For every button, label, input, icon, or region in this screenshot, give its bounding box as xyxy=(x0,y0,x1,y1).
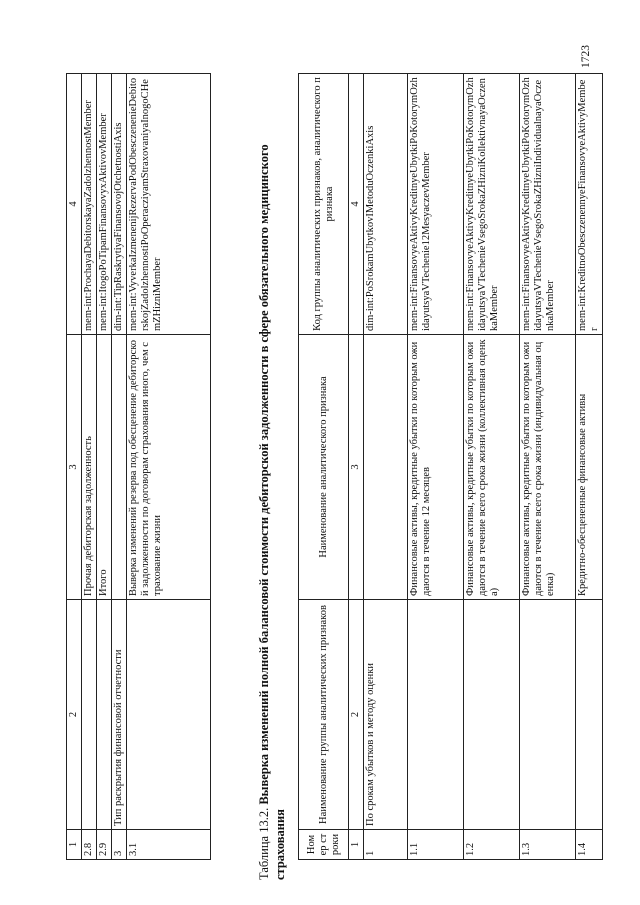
feature-name: Финансовые активы, кредитные убытки по которым ожидаются в течение 12 месяцев xyxy=(408,335,464,600)
header-feature-code: Код группы аналитических признаков, аналитического признака xyxy=(299,74,349,335)
col-number-header: 2 xyxy=(67,600,82,830)
feature-name: Финансовые активы, кредитные убытки по которым ожидаются в течение всего срока жизни (коллективная оценка) xyxy=(464,335,520,600)
feature-name: Финансовые активы, кредитные убытки по которым ожидаются в течение всего срока жизни (индивидуальная оценка) xyxy=(520,335,576,600)
feature-name: Итого xyxy=(97,335,112,600)
group-name xyxy=(464,600,520,830)
table-row xyxy=(82,74,97,860)
feature-code: mem-int:FinansovyeAktivyKreditnyeUbytkiPoKotorymOzhidayutsyaVTechenieVsegoSrokaZHizniIndividualnayaOczenkaMember xyxy=(520,74,576,335)
col-number-header: 4 xyxy=(349,74,364,335)
feature-name: Прочая дебиторская задолженность xyxy=(82,335,97,600)
row-number: 1.2 xyxy=(464,830,520,860)
table-row xyxy=(97,74,112,860)
feature-name xyxy=(364,335,408,600)
column-number-row xyxy=(349,74,364,860)
feature-name: Выверка изменений резерва под обесценение дебиторской задолженности по договорам страхования иного, чем страхование жизни xyxy=(127,335,211,600)
header-row-number: Номер строки xyxy=(299,830,349,860)
row-number: 2.8 xyxy=(82,830,97,860)
table-header-row xyxy=(299,74,349,860)
feature-code: dim-int:PoSrokamUbytkovIMetoduOczenkiAxis xyxy=(364,74,408,335)
col-number-header: 1 xyxy=(67,830,82,860)
table-row xyxy=(112,74,127,860)
group-name xyxy=(127,600,211,830)
table-13-2 xyxy=(298,73,603,860)
feature-code: mem-int:FinansovyeAktivyKreditnyeUbytkiPoKotorymOzhidayutsyaVTechenieVsegoSrokaZHizniKollektivnayaOczenkaMember xyxy=(464,74,520,335)
row-number: 1.1 xyxy=(408,830,464,860)
table-header-row xyxy=(67,74,82,860)
table-row xyxy=(408,74,464,860)
group-name xyxy=(97,600,112,830)
row-number: 1.3 xyxy=(520,830,576,860)
header-group-name: Наименование группы аналитических признаков xyxy=(299,600,349,830)
col-number-header: 2 xyxy=(349,600,364,830)
feature-code: mem-int:ItogoPoTipamFinansovyxAktivovMember xyxy=(97,74,112,335)
table-row xyxy=(576,74,603,860)
table-row xyxy=(520,74,576,860)
table-row xyxy=(127,74,211,860)
group-name: Тип раскрытия финансовой отчетности xyxy=(112,600,127,830)
feature-name xyxy=(112,335,127,600)
feature-code: mem-int:VyverkaIzmenenijRezervaPodObesczenenieDebitorskojZadolzhennostiPoOperacziyamStraxovaniyaInogoCHemZHizniMember xyxy=(127,74,211,335)
caption-label: Таблица 13.2. xyxy=(257,807,271,880)
group-name xyxy=(408,600,464,830)
group-name xyxy=(82,600,97,830)
row-number: 1 xyxy=(364,830,408,860)
rotated-content xyxy=(60,40,620,880)
feature-code: dim-int:TipRaskrytiyaFinansovojOtchetnostiAxis xyxy=(112,74,127,335)
table-caption xyxy=(256,80,288,880)
feature-name: Кредитно-обесцененные финансовые активы xyxy=(576,335,603,600)
row-number: 3.1 xyxy=(127,830,211,860)
col-number-header: 3 xyxy=(67,335,82,600)
col-number-header: 1 xyxy=(349,830,364,860)
group-name: По срокам убытков и методу оценки xyxy=(364,600,408,830)
row-number: 3 xyxy=(112,830,127,860)
feature-code: mem-int:FinansovyeAktivyKreditnyeUbytkiPoKotorymOzhidayutsyaVTechenie12MesyaczevMember xyxy=(408,74,464,335)
page-number: 1723 xyxy=(580,45,592,68)
feature-code: mem-int:KreditnoObesczenennyeFinansovyeAktivyMember xyxy=(576,74,603,335)
col-number-header: 4 xyxy=(67,74,82,335)
table-row xyxy=(464,74,520,860)
row-number: 2.9 xyxy=(97,830,112,860)
header-feature-name: Наименование аналитического признака xyxy=(299,335,349,600)
col-number-header: 3 xyxy=(349,335,364,600)
group-name xyxy=(576,600,603,830)
table-13-1-continuation xyxy=(66,73,211,860)
group-name xyxy=(520,600,576,830)
caption-title: Выверка изменений полной балансовой стоимости дебиторской задолженности в сфере обязательного медицинского страхования xyxy=(257,144,287,880)
feature-code: mem-int:ProchayaDebitorskayaZadolzhennostMember xyxy=(82,74,97,335)
table-row xyxy=(364,74,408,860)
row-number: 1.4 xyxy=(576,830,603,860)
